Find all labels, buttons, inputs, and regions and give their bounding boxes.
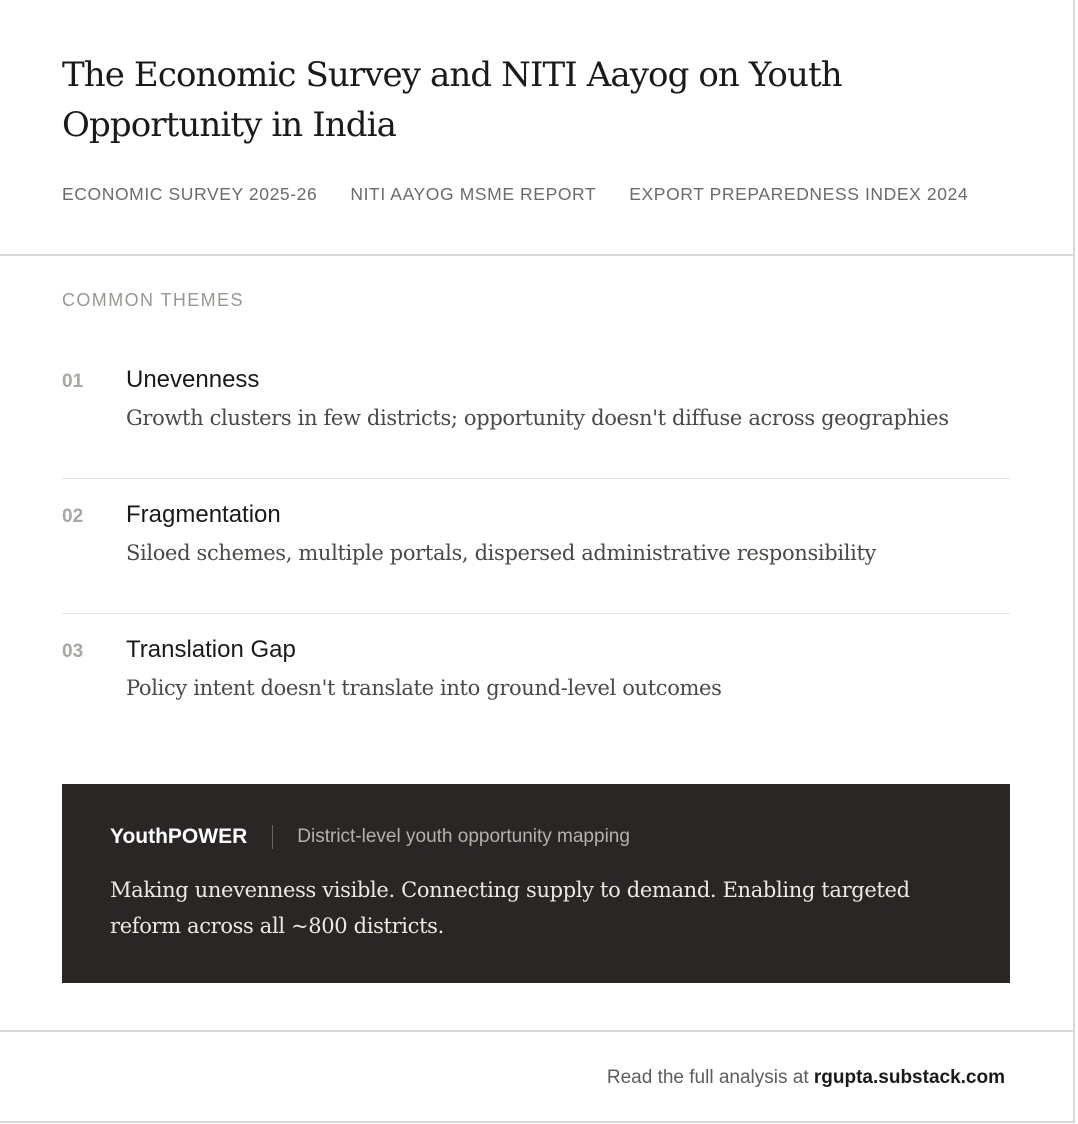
theme-number: 03: [62, 641, 84, 662]
section-label: COMMON THEMES: [62, 290, 244, 310]
footer: [607, 1067, 1005, 1089]
source-niti-msme-report: NITI AAYOG MSME REPORT: [350, 184, 597, 204]
theme-title: Fragmentation: [126, 501, 281, 528]
theme-title: Translation Gap: [126, 636, 296, 663]
page-title: The Economic Survey and NITI Aayog on Youth Opportunity in India: [62, 55, 842, 145]
footer-prefix: Read the full analysis at: [606, 1067, 809, 1088]
theme-item: [62, 479, 1010, 614]
callout-divider: [272, 825, 273, 849]
footer-divider: [0, 1030, 1073, 1032]
youthpower-callout: [62, 784, 1010, 983]
theme-item: [62, 344, 1010, 479]
source-export-preparedness-index: EXPORT PREPAREDNESS INDEX 2024: [629, 184, 969, 204]
source-list: [62, 184, 968, 205]
callout-brand: YouthPOWER: [110, 825, 248, 848]
substack-link[interactable]: rgupta.substack.com: [813, 1067, 1005, 1088]
callout-body: Making unevenness visible. Connecting supply to demand. Enabling targeted reform across all ~800 districts.: [110, 878, 910, 938]
callout-subtitle: District-level youth opportunity mapping: [297, 826, 630, 847]
theme-description: Siloed schemes, multiple portals, dispersed administrative responsibility: [126, 541, 877, 565]
theme-item: [62, 614, 1010, 748]
theme-title: Unevenness: [126, 366, 260, 393]
theme-number: 02: [62, 506, 84, 527]
source-economic-survey: ECONOMIC SURVEY 2025-26: [62, 184, 318, 204]
callout-header: [110, 825, 630, 849]
theme-description: Growth clusters in few districts; opportunity doesn't diffuse across geographies: [126, 406, 949, 430]
header: [0, 0, 1073, 256]
theme-description: Policy intent doesn't translate into ground-level outcomes: [126, 676, 722, 700]
theme-list: [62, 344, 1010, 748]
theme-number: 01: [62, 371, 84, 392]
